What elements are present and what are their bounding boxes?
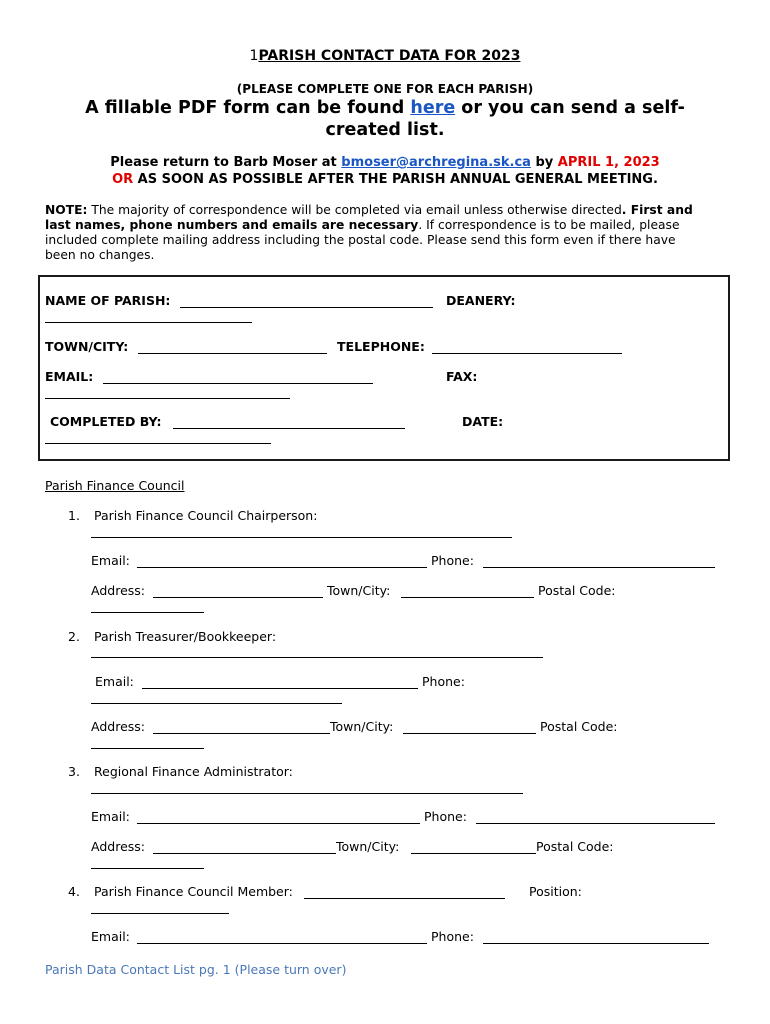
email-field[interactable] [103,383,373,384]
telephone-label: TELEPHONE: [337,339,425,354]
or-instruction [0,172,770,187]
item-1-email-label: Email: [91,553,130,568]
fillable-notice-line1 [0,98,770,118]
item-1-phone-field[interactable] [483,567,715,568]
item-4-phone-field[interactable] [483,943,709,944]
note-line-2 [45,218,680,232]
item-4-email-label: Email: [91,929,130,944]
title-text: PARISH CONTACT DATA FOR 2023 [258,48,521,64]
item-1-postal-field[interactable] [91,612,204,613]
item-1-num: 1. [68,508,80,523]
item-2-email-label: Email: [95,674,134,689]
note-line-3: included complete mailing address including the postal code. Please send this form even if there have [45,233,676,247]
item-3-town-field[interactable] [411,853,536,854]
date-field[interactable] [45,443,271,444]
item-1-town-field[interactable] [401,597,534,598]
item-2-postal-label: Postal Code: [540,719,618,734]
item-3-address-field[interactable] [153,853,336,854]
item-4-num: 4. [68,884,80,899]
telephone-field[interactable] [432,353,622,354]
note-text-2: . If correspondence is to be mailed, please [418,218,680,232]
item-3-num: 3. [68,764,80,779]
item-1-phone-label: Phone: [431,553,474,568]
note-bold: . First and [621,203,693,217]
item-1-postal-label: Postal Code: [538,583,616,598]
item-1-email-field[interactable] [137,567,427,568]
email-link[interactable]: bmoser@archregina.sk.ca [341,155,531,170]
date-label: DATE: [462,414,504,429]
item-3-phone-field[interactable] [476,823,715,824]
parish-name-label: NAME OF PARISH: [45,293,171,308]
item-4-name-field[interactable] [304,898,505,899]
note-line-4: been no changes. [45,248,155,262]
item-3-phone-label: Phone: [424,809,467,824]
item-1-address-field[interactable] [153,597,323,598]
item-3-name-field[interactable] [91,793,523,794]
item-4-phone-label: Phone: [431,929,474,944]
item-2-title: Parish Treasurer/Bookkeeper: [94,629,277,644]
item-2-address-field[interactable] [153,733,330,734]
town-field[interactable] [138,353,327,354]
deanery-field[interactable] [45,322,252,323]
item-2-postal-field[interactable] [91,748,204,749]
or-rest-text: AS SOON AS POSSIBLE AFTER THE PARISH ANNUAL GENERAL MEETING. [133,172,658,187]
item-2-num: 2. [68,629,80,644]
footnote-mark: 1 [249,48,259,64]
note-bold-2: last names, phone numbers and emails are necessary [45,218,419,232]
parish-name-field[interactable] [180,307,433,308]
item-3-postal-label: Postal Code: [536,839,614,854]
return-instruction [0,155,770,170]
due-date: APRIL 1, 2023 [557,155,660,170]
item-4-title: Parish Finance Council Member: [94,884,293,899]
item-3-title: Regional Finance Administrator: [94,764,293,779]
item-2-name-field[interactable] [91,657,543,658]
completed-by-label: COMPLETED BY: [50,414,162,429]
fax-label: FAX: [446,369,478,384]
return-text: Please return to Barb Moser at [110,155,342,170]
fillable-notice-line2: created list. [325,120,445,140]
or-word: OR [112,172,134,187]
completed-by-field[interactable] [173,428,405,429]
item-1-title: Parish Finance Council Chairperson: [94,508,318,523]
section-title: Parish Finance Council [45,478,185,493]
subtitle: (PLEASE COMPLETE ONE FOR EACH PARISH) [236,82,534,96]
item-4-position-label: Position: [529,884,582,899]
item-4-email-field[interactable] [137,943,427,944]
item-3-town-label: Town/City: [336,839,400,854]
here-link[interactable]: here [410,98,456,118]
item-2-phone-label: Phone: [422,674,465,689]
note-text: The majority of correspondence will be completed via email unless otherwise directed [87,203,622,217]
item-3-email-label: Email: [91,809,130,824]
fillable-text: A fillable PDF form can be found [85,98,411,118]
item-4-position-field[interactable] [91,913,229,914]
town-label: TOWN/CITY: [45,339,129,354]
note-label: NOTE: [45,203,88,217]
item-3-address-label: Address: [91,839,145,854]
fillable-text-2: or you can send a self- [455,98,685,118]
item-2-town-label: Town/City: [330,719,394,734]
item-2-address-label: Address: [91,719,145,734]
item-2-email-field[interactable] [142,688,418,689]
item-1-address-label: Address: [91,583,145,598]
item-1-town-label: Town/City: [327,583,391,598]
note-line-1 [45,203,693,217]
return-by-text: by [530,155,558,170]
deanery-label: DEANERY: [446,293,516,308]
item-2-phone-field[interactable] [91,703,342,704]
page-footer: Parish Data Contact List pg. 1 (Please turn over) [45,962,347,977]
item-1-name-field[interactable] [91,537,512,538]
item-3-postal-field[interactable] [91,868,204,869]
email-label: EMAIL: [45,369,94,384]
page-title [0,48,770,64]
item-2-town-field[interactable] [403,733,536,734]
fax-field[interactable] [45,398,290,399]
item-3-email-field[interactable] [137,823,420,824]
